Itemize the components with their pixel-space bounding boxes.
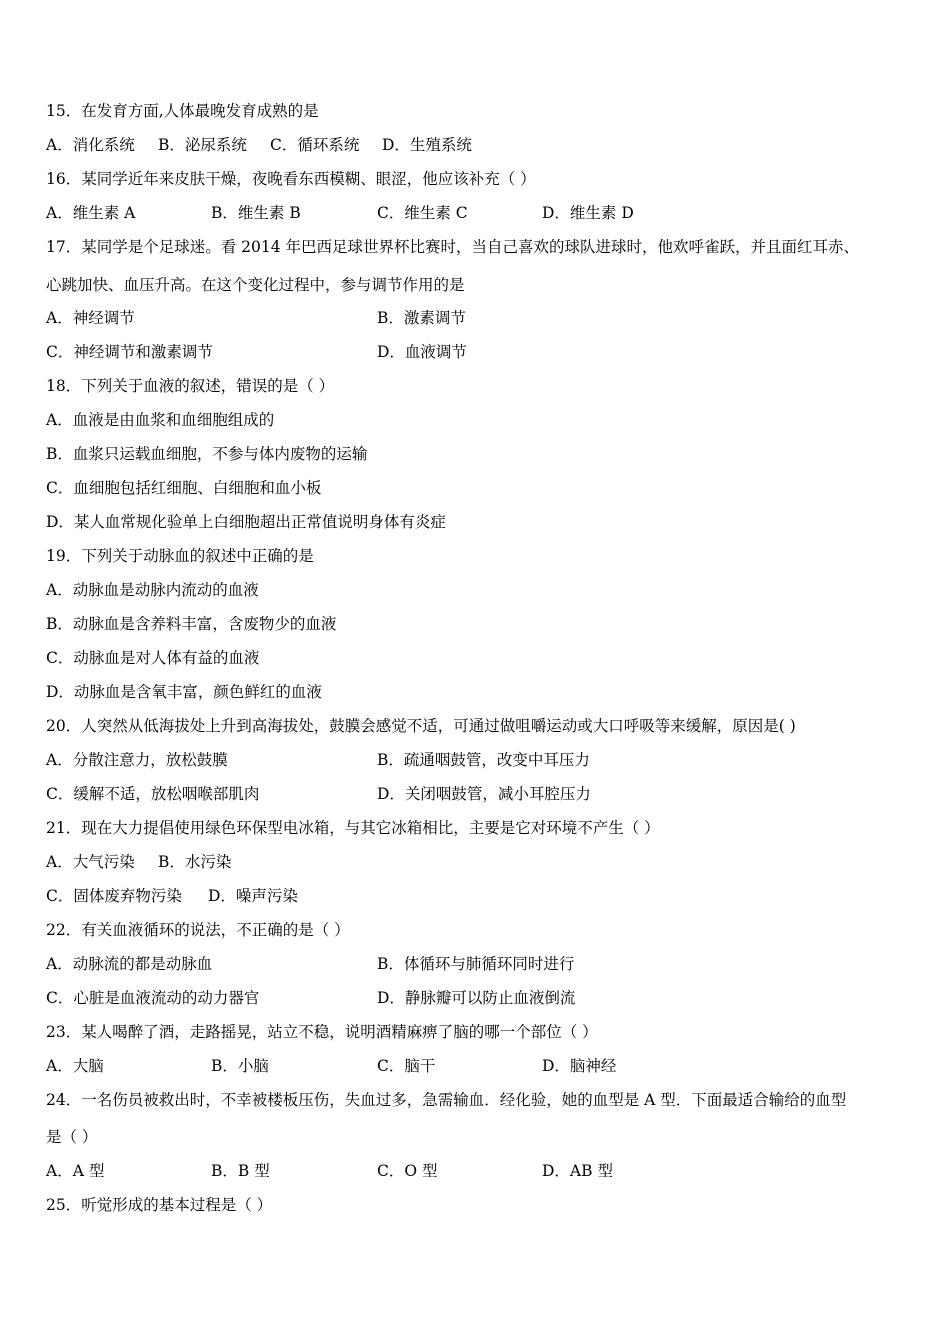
option-b: B．激素调节 (377, 309, 466, 327)
option-b: B．血浆只运载血细胞，不参与体内废物的运输 (46, 445, 368, 463)
option-b: B．体循环与肺循环同时进行 (377, 955, 575, 973)
question-25-stem: 25．听觉形成的基本过程是（ ） (46, 1196, 273, 1214)
option-c: C．心脏是血液流动的动力器官 (46, 989, 260, 1007)
option-c: C．循环系统 (270, 136, 360, 154)
option-a: A．血液是由血浆和血细胞组成的 (46, 411, 275, 429)
option-d: D．某人血常规化验单上白细胞超出正常值说明身体有炎症 (46, 513, 446, 531)
option-b: B．泌尿系统 (158, 136, 247, 154)
question-17-options-row1 (0, 308, 950, 328)
option-b: B．维生素 B (211, 204, 301, 222)
option-d: D．脑神经 (542, 1057, 617, 1075)
option-a: A．分散注意力，放松鼓膜 (46, 751, 228, 769)
question-20-options-row1 (0, 750, 950, 770)
question-17-stem-line2: 心跳加快、血压升高。在这个变化过程中，参与调节作用的是 (46, 276, 465, 294)
option-d: D．生殖系统 (382, 136, 472, 154)
question-22-options-row1 (0, 954, 950, 974)
option-b: B．水污染 (158, 853, 232, 871)
question-24-options (0, 1161, 950, 1181)
option-b: B．疏通咽鼓管，改变中耳压力 (377, 751, 590, 769)
question-15-options (0, 135, 950, 155)
option-c: C．血细胞包括红细胞、白细胞和血小板 (46, 479, 322, 497)
option-a: A．神经调节 (46, 309, 135, 327)
question-17-options-row2 (0, 342, 950, 362)
question-21-options-row2 (0, 886, 950, 906)
option-a: A．大脑 (46, 1057, 104, 1075)
question-21-stem: 21．现在大力提倡使用绿色环保型电冰箱，与其它冰箱相比，主要是它对环境不产生（ ） (46, 819, 660, 837)
question-16-options (0, 203, 950, 223)
question-22-options-row2 (0, 988, 950, 1008)
option-c: C．O 型 (377, 1162, 438, 1180)
option-d: D．噪声污染 (208, 887, 298, 905)
question-22-stem: 22．有关血液循环的说法，不正确的是（ ） (46, 921, 350, 939)
question-24-stem-line1: 24．一名伤员被救出时，不幸被楼板压伤，失血过多，急需输血．经化验，她的血型是 A 型．下面最适合输给的血型 (46, 1091, 847, 1109)
question-23-options (0, 1056, 950, 1076)
question-21-options-row1 (0, 852, 950, 872)
option-a: A．动脉血是动脉内流动的血液 (46, 581, 259, 599)
option-d: D．血液调节 (377, 343, 467, 361)
option-c: C．固体废弃物污染 (46, 887, 182, 905)
question-17-stem-line1: 17．某同学是个足球迷。看 2014 年巴西足球世界杯比赛时，当自己喜欢的球队进球时，他欢呼雀跃，并且面红耳赤、 (46, 238, 860, 256)
question-16-stem: 16．某同学近年来皮肤干燥，夜晚看东西模糊、眼涩，他应该补充（ ） (46, 170, 536, 188)
option-d: D．维生素 D (542, 204, 634, 222)
question-15-stem: 15．在发育方面,人体最晚发育成熟的是 (46, 102, 319, 120)
option-d: D．动脉血是含氧丰富，颜色鲜红的血液 (46, 683, 322, 701)
option-d: D．静脉瓣可以防止血液倒流 (377, 989, 576, 1007)
question-18-stem: 18．下列关于血液的叙述，错误的是（ ） (46, 377, 335, 395)
question-23-stem: 23．某人喝醉了酒，走路摇晃，站立不稳，说明酒精麻痹了脑的哪一个部位（ ） (46, 1023, 598, 1041)
option-b: B．小脑 (211, 1057, 269, 1075)
option-a: A．大气污染 (46, 853, 135, 871)
option-c: C．缓解不适，放松咽喉部肌肉 (46, 785, 260, 803)
question-20-options-row2 (0, 784, 950, 804)
option-c: C．维生素 C (377, 204, 468, 222)
option-a: A．A 型 (46, 1162, 105, 1180)
question-19-stem: 19．下列关于动脉血的叙述中正确的是 (46, 547, 314, 565)
option-b: B．B 型 (211, 1162, 270, 1180)
question-24-stem-line2: 是（ ） (46, 1128, 98, 1146)
question-20-stem: 20．人突然从低海拔处上升到高海拔处，鼓膜会感觉不适，可通过做咀嚼运动或大口呼吸等来缓解，原因是( ) (46, 717, 796, 735)
option-a: A．动脉流的都是动脉血 (46, 955, 213, 973)
option-a: A．维生素 A (46, 204, 136, 222)
option-d: D．关闭咽鼓管，减小耳腔压力 (377, 785, 591, 803)
option-c: C．神经调节和激素调节 (46, 343, 213, 361)
option-c: C．脑干 (377, 1057, 436, 1075)
option-d: D．AB 型 (542, 1162, 613, 1180)
option-a: A．消化系统 (46, 136, 135, 154)
option-c: C．动脉血是对人体有益的血液 (46, 649, 260, 667)
option-b: B．动脉血是含养料丰富，含废物少的血液 (46, 615, 337, 633)
